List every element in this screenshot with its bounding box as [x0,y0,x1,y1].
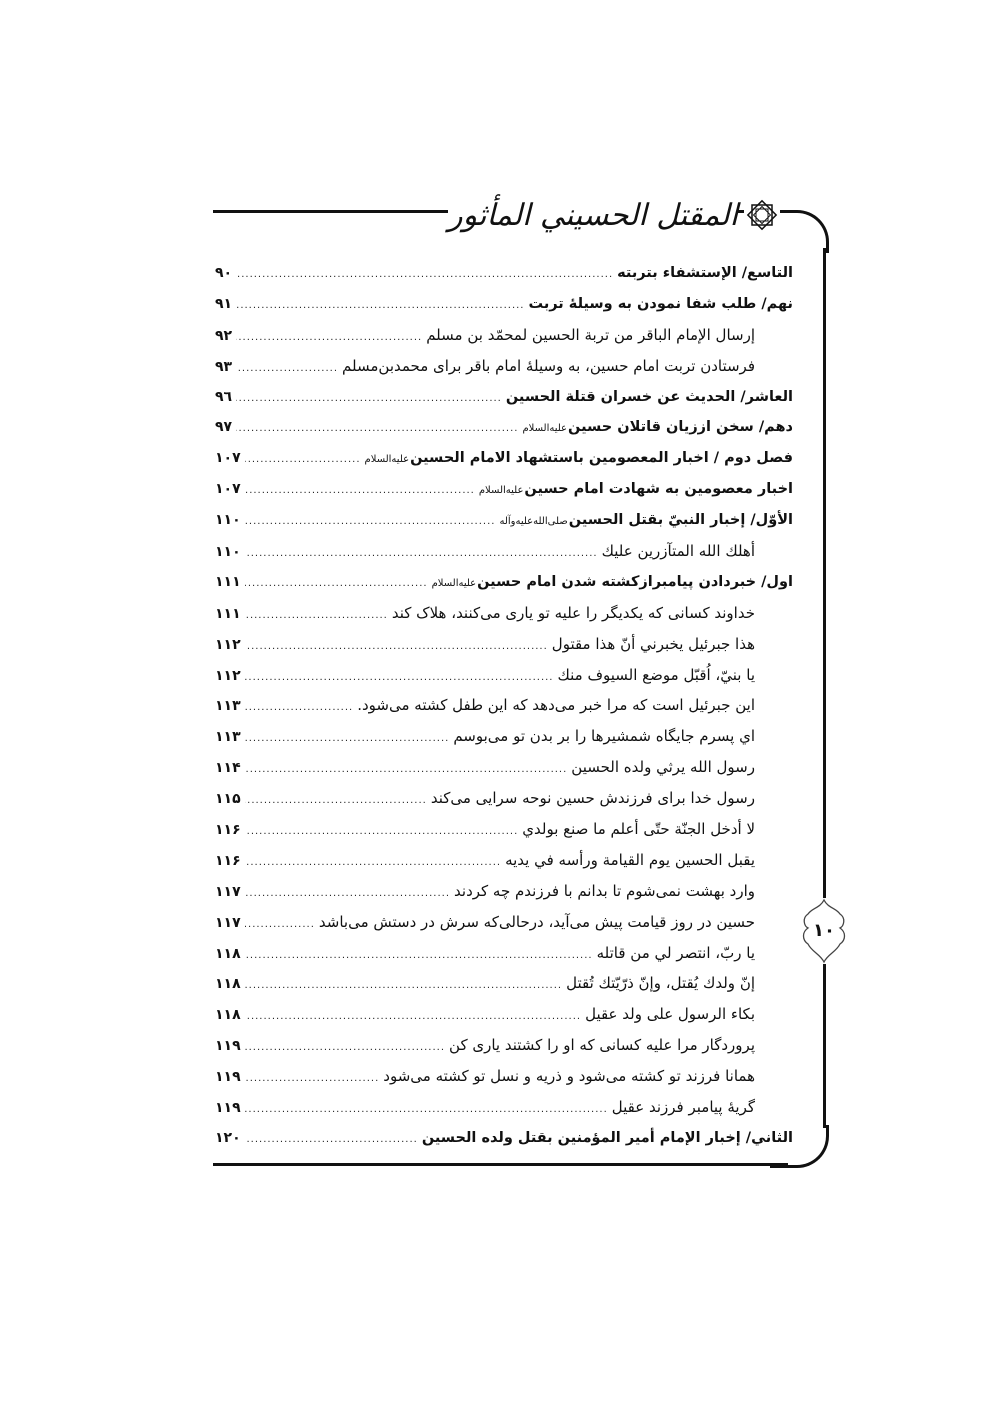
toc-title: پروردگار مرا علیه کسانی که او را کشتند یاری کن [449,1036,755,1055]
dot-leader [245,910,315,941]
dot-leader [236,323,422,354]
toc-title: يقبل الحسين يوم القيامة ورأسه في يديه [505,850,755,869]
toc-heading-row[interactable] [215,289,793,320]
toc-title: لا أدخل الجنّة حتّى أعلم ما صنع بولدي [522,820,755,839]
toc-entry-row[interactable] [215,320,793,351]
toc-entry-row[interactable] [215,536,793,567]
toc-page-number: ١١١ [215,573,241,590]
toc-title: إرسال الإمام الباقر من تربة الحسين لمحمّد بن مسلم [426,325,755,344]
dot-leader [245,724,450,755]
toc-entry-row[interactable] [215,907,793,938]
toc-page-number: ١١۶ [215,822,241,839]
dot-leader [245,445,361,476]
dot-leader [245,879,450,910]
frame-bottom-line [213,1163,788,1166]
toc-page-number: ١١٢ [215,636,241,653]
toc-heading-row[interactable] [215,412,793,443]
toc-heading-row[interactable] [215,505,793,536]
table-of-contents [215,258,793,1154]
toc-title: همانا فرزند تو کشته می‌شود و ذریه و نسل تو کشته می‌شود [383,1067,755,1086]
toc-title: اول/ خبردادن پیامبرازکشته شدن امام حسین [477,573,793,590]
toc-title: التاسع/ الإستشفاء بتربته [617,265,793,281]
dot-leader [245,817,519,848]
toc-page-number: ١١٠ [215,512,241,529]
dot-leader [245,1125,418,1156]
dot-leader [245,663,554,694]
toc-entry-row[interactable] [215,598,793,629]
toc-title: خداوند کسانی که یکدیگر را علیه تو یاری می‌کنند، هلاک کند [391,603,755,622]
toc-title: أهلك الله المتآزرين عليك [601,542,755,561]
dot-leader [245,539,598,570]
dot-leader [245,569,428,600]
toc-entry-row[interactable] [215,938,793,969]
toc-title: دهم/ سخن اززیان قاتلان حسین [568,419,793,436]
toc-entry-row[interactable] [215,814,793,845]
toc-title: بكاء الرسول على ولد عقيل [585,1005,755,1024]
toc-entry-row[interactable] [215,876,793,907]
book-title: المقتل الحسيني المأثور [448,197,738,233]
dot-leader [245,848,501,879]
toc-page-number: ١١٧ [215,883,241,900]
dot-leader [245,971,562,1002]
toc-page-number: ٩٠ [215,265,233,281]
toc-title: رسول الله يرثي ولده الحسين [571,758,755,777]
dot-leader [245,1002,581,1033]
toc-title: يا بنيّ، اُقبّل موضع السيوف منك [557,665,755,684]
toc-page-number: ١١٩ [215,1069,241,1086]
toc-heading-row[interactable] [215,258,793,289]
toc-page-number: ١١٠ [215,544,241,561]
dot-leader [245,1095,608,1126]
toc-title: الثاني/ إخبار الإمام أمير المؤمنين بقتل ولده الحسين [421,1129,793,1146]
toc-entry-row[interactable] [215,660,793,691]
dot-leader [245,476,475,507]
toc-heading-row[interactable] [215,443,793,474]
dot-leader [236,260,613,291]
toc-title: فرستادن تربت امام حسین، به وسیلهٔ امام باقر برای محمدبن‌مسلم [342,356,755,375]
toc-page-number: ١١٢ [215,667,241,684]
toc-title: فصل دوم / اخبار المعصومين باستشهاد الامام الحسين [410,450,793,467]
toc-page-number: ١١٣ [215,729,241,746]
toc-page-number: ١٠٧ [215,481,241,498]
toc-entry-row[interactable] [215,968,793,999]
toc-page-number: ١١٣ [215,698,241,715]
dot-leader [245,786,427,817]
dot-leader [236,384,502,415]
dot-leader [245,1033,445,1064]
toc-heading-row[interactable] [215,1123,793,1154]
toc-page-number: ٩٢ [215,327,233,344]
toc-entry-row[interactable] [215,690,793,721]
toc-page-number: ١١٨ [215,976,241,993]
toc-title: گریهٔ پیامبر فرزند عقیل [611,1098,755,1117]
dot-leader [245,941,593,972]
toc-title: الأوّل/ إخبار النبيّ بقتل الحسين [568,512,793,529]
toc-page-number: ١١۵ [215,791,241,808]
toc-title: وارد بهشت نمی‌شوم تا بدانم با فرزندم چه کردند [454,881,755,900]
page-number-badge [800,898,848,964]
dot-leader [245,632,548,663]
toc-page-number: ١١٧ [215,914,241,931]
toc-page-number: ٩٦ [215,388,233,405]
toc-page-number: ١١٩ [215,1038,241,1055]
toc-entry-row[interactable] [215,721,793,752]
toc-entry-row[interactable] [215,1061,793,1092]
toc-title: يا ربّ، انتصر لي من قاتله [596,943,755,962]
dot-leader [245,755,568,786]
toc-title: العاشر/ الحديث عن خسران قتلة الحسين [505,388,793,405]
dot-leader [245,1064,380,1095]
star-ornament-icon [744,197,780,233]
toc-title: اخبار معصومین به شهادت امام حسین [524,481,793,498]
dot-leader [236,414,518,445]
toc-heading-row[interactable] [215,567,793,598]
toc-title: حسین در روز قیامت پیش می‌آید، درحالی‌که سرش در دستش می‌باشد [318,912,755,931]
toc-page-number: ٩٧ [215,419,233,436]
dot-leader [236,354,338,385]
dot-leader [245,507,496,538]
toc-heading-row[interactable] [215,474,793,505]
toc-title: رسول خدا برای فرزندش حسین نوحه سرایی می‌کند [430,789,755,808]
toc-heading-row[interactable] [215,382,793,413]
frame-right-line [823,248,826,1128]
toc-page-number: ٩١ [215,295,233,312]
honorific-suffix: علیه‌السلام [522,423,568,435]
toc-entry-row[interactable] [215,845,793,876]
page-number: ١٠ [813,920,835,941]
toc-page-number: ١١٩ [215,1100,241,1117]
toc-entry-row[interactable] [215,1092,793,1123]
book-header [448,185,780,245]
toc-page-number: ١١٨ [215,945,241,962]
toc-title: این جبرئیل است که مرا خبر می‌دهد که این طفل کشته می‌شود. [357,696,755,715]
toc-page-number: ١١۴ [215,760,241,777]
toc-entry-row[interactable] [215,1030,793,1061]
dot-leader [245,693,354,724]
toc-title: نهم/ طلب شفا نمودن به وسيلهٔ تربت [528,295,793,312]
toc-entry-row[interactable] [215,783,793,814]
toc-page-number: ١٢٠ [215,1129,241,1146]
toc-entry-row[interactable] [215,752,793,783]
dot-leader [245,601,388,632]
toc-page-number: ٩٣ [215,358,233,375]
honorific-suffix: علیه‌السلام [478,485,524,497]
toc-title: هذا جبرئيل يخبرني أنّ هذا مقتول [551,634,755,653]
toc-entry-row[interactable] [215,351,793,382]
toc-title: إنّ ولدك يُقتل، وإنّ ذرّيّتك تُقتل [566,974,755,993]
toc-page-number: ١١١ [215,605,241,622]
toc-title: اي پسرم جایگاه شمشیرها را بر بدن تو می‌بوسم [453,727,755,746]
honorific-suffix: علیه‌السلام [364,454,410,466]
toc-page-number: ١١٨ [215,1007,241,1024]
honorific-suffix: صلی‌الله‌علیه‌وآله [499,516,568,528]
toc-entry-row[interactable] [215,629,793,660]
dot-leader [236,291,524,322]
toc-page-number: ١١۶ [215,852,241,869]
toc-page-number: ١٠٧ [215,450,241,467]
toc-entry-row[interactable] [215,999,793,1030]
honorific-suffix: علیه‌السلام [431,577,477,589]
